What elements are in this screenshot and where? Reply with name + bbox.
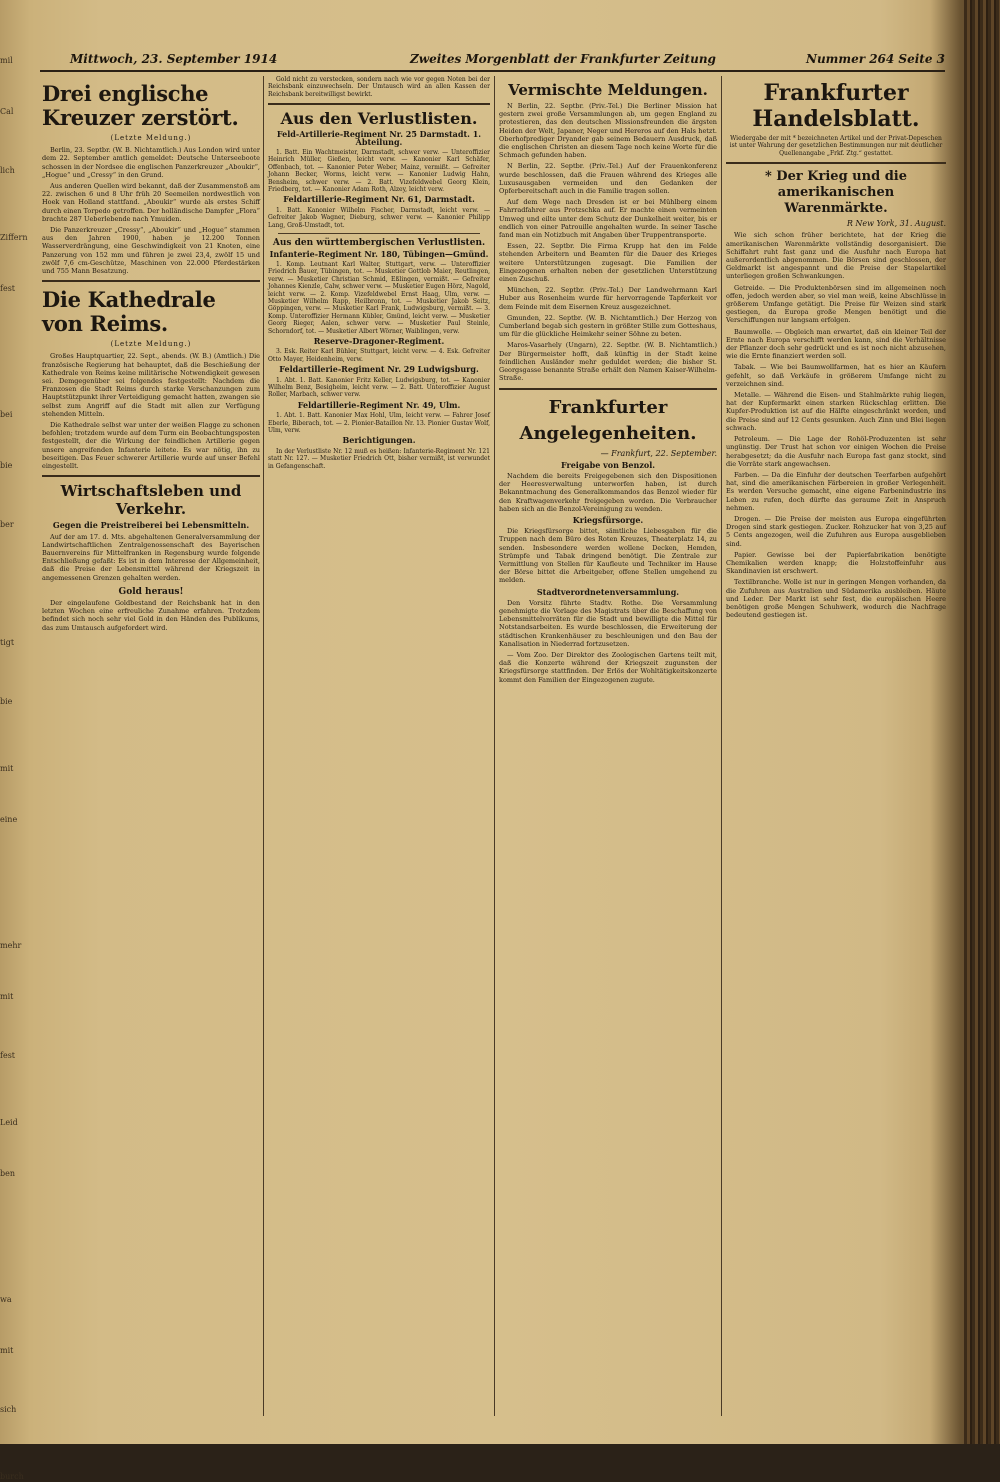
adjacent-page-fragment: mil <box>0 56 13 65</box>
markets-dyes: Farben. — Da die Einfuhr der deutschen Teerfarben aufgehört hat, sind die amerikanischen Färbereien in großer Verlegenheit. Es werden Versuche gemacht, eine eigene Farbenindustrie ins Leben zu rufen, doch dürfte das geraume Zeit in Anspruch nehmen. <box>726 470 946 512</box>
adjacent-page-fragment: Leid <box>0 1118 18 1127</box>
adjacent-page-fragment: ber <box>0 520 14 529</box>
markets-tobacco: Tabak. — Wie bei Baumwollfarmen, hat es hier an Käufern gefehlt, so daß Verkäufe in größerem Umfange nicht zu verzeichnen sind. <box>726 363 946 388</box>
article-city-council: Den Vorsitz führte Stadtv. Rothe. Die Versammlung genehmigte die Vorlage des Magistrats über die Beschaffung von Lebensmittelvorräten für die Stadt und bewilligte die Mittel für Notstandsarbeiten. Es wurde beschlossen, die Erweiterung der städtischen Krankenhäuser zu beschleunigen und den Bau der Kanalisation in Niederrad fortzusetzen. <box>499 598 717 648</box>
subheadline-gold: Gold heraus! <box>118 586 184 597</box>
report-berlin-mission: N Berlin, 22. Septbr. (Priv.-Tel.) Die Berliner Mission hat gestern zwei große Versammlungen ab, um gegen England zu protestieren, das den deutschen Missionsfreunden die ärgsten Heiden der Welt, Japaner, Neger und Hereros auf den Hals hetzt. Oberhofprediger Dryander gab seinem Bedauern Ausdruck, daß die englischen Christen an diesem Tage noch keine Worte für die Schmach gefunden haben. <box>499 102 717 160</box>
divider <box>268 103 490 105</box>
article-cruisers-p3: Die Panzerkreuzer „Cressy“, „Aboukir“ und „Hogue“ stammen aus den Jahren 1900, haben je 12.200 Tonnen Wasserverdrängung, eine Geschwindigkeit von 21 Knoten, eine Panzerung von 152 mm und führen je zwei 23,4, zwölf 15 und zwölf 7,6 cm-Geschütze, Maschinen von 22.000 Pferdestärken und 755 Mann Besatzung. <box>42 226 260 276</box>
adjacent-page-fragment: mit <box>0 764 14 773</box>
divider <box>499 388 717 390</box>
report-spy: Auf dem Wege nach Dresden ist er bei Mühlberg einem Fahrradfahrer aus Protzschka auf. Er machte einen vermeinten Umweg und eilte unter dem Schutz der Dunkelheit weiter, bis er endlich von einer Patrouille angehalten wurde. In seiner Tasche fand man ein Notizbuch mit Angaben über Truppentransporte. <box>499 198 717 240</box>
headline-misc-reports: Vermischte Meldungen. <box>508 81 708 99</box>
markets-intro: Wie sich schon früher berichtete, hat der Krieg die amerikanischen Warenmärkte vollständig desorganisiert. Die Schiffahrt ruht fast ganz und die Ausfuhr nach Europa hat außerordentlich abgenommen. Die Börsen sind geschlossen, der Geldmarkt ist angespannt und die Preise der Stapelartikel unterliegen großen Schwankungen. <box>726 231 946 281</box>
adjacent-page-fragment: Ziffern <box>0 233 28 242</box>
article-reims-p2: Die Kathedrale selbst war unter der weißen Flagge zu schonen befohlen; trotzdem wurde auf dem Turm ein Beobachtungsposten festgestellt, der die Wirkung der feindlichen Artillerie gegen unsere angreifenden Infanterie leitete. Es war nötig, ihn zu beseitigen. Das Feuer schwerer Artillerie wurde auf unser Befehl eingestellt. <box>42 421 260 471</box>
article-cruisers-lead: Berlin, 23. Septbr. (W. B. Nichtamtlich.) Aus London wird unter dem 22. September amtlich gemeldet: Deutsche Unterseeboote schossen in der Nordsee die englischen Panzerkreuzer „Aboukir“, „Hogue“ und „Cressy“ in den Grund. <box>42 146 260 179</box>
headline-cruisers: Drei englische Kreuzer zerstört. <box>42 81 239 130</box>
regiment-heading: Reserve-Dragoner-Regiment. <box>313 335 445 346</box>
adjacent-page-edge <box>0 55 30 1481</box>
dateline-new-york: R New York, 31. August. <box>846 219 946 229</box>
subheadline-war-welfare: Kriegsfürsorge. <box>572 514 644 525</box>
book-binding <box>964 0 1000 1444</box>
subline-last-report-1: (Letzte Meldung.) <box>110 134 192 142</box>
article-war-welfare: Die Kriegsfürsorge bittet, sämtliche Liebesgaben für die Truppen nach dem Büro des Roten Kreuzes, Theaterplatz 14, zu senden. Insbesondere werden wollene Decken, Hemden, Strümpfe und Tabak dringend benötigt. Die Zentrale zur Vermittlung von Stellen für Kaufleute und Techniker im Hause der Börse bittet die Arbeitgeber, offene Stellen umgehend zu melden. <box>499 527 717 585</box>
casualty-list: 3. Esk. Reiter Karl Bühler, Stuttgart, leicht verw. — 4. Esk. Gefreiter Otto Mayer, Heidenheim, verw. <box>268 348 490 363</box>
markets-paper: Papier. Gewisse bei der Papierfabrikation benötigte Chemikalien werden knapp; die Holzstoffeinfuhr aus Skandinavien ist erschwert. <box>726 550 946 576</box>
markets-drugs-sugar: Drogen. — Die Preise der meisten aus Europa eingeführten Drogen sind stark gestiegen. Zucker. Rohzucker hat von 3,25 auf 5 Cents angezogen, weil die Zufuhren aus Europa ausgeblieben sind. <box>726 514 946 548</box>
article-price-gouging: Auf der am 17. d. Mts. abgehaltenen Generalversammlung der Landwirtschaftlichen Zentralgenossenschaft des Bayerischen Bauernvereins für Mittelfranken in Regensburg wurde folgende Entschließung gefaßt: Es ist in dem Interesse der Allgemeinheit, daß die Preise der Lebensmittel während der Kriegszeit in angemessenen Grenzen gehalten werden. <box>42 532 260 582</box>
column-rule <box>263 76 264 1416</box>
adjacent-page-fragment <box>0 873 30 884</box>
subheadline-benzol: Freigabe von Benzol. <box>560 459 656 470</box>
headline-commerce-section: Frankfurter Handelsblatt. <box>752 80 920 132</box>
subline-last-report-2: (Letzte Meldung.) <box>110 340 192 349</box>
casualty-list: 1. Komp. Leutnant Karl Walter, Stuttgart, verw. — Unteroffizier Friedrich Bauer, Tübingen, tot. — Musketier Gottlob Maier, Reutlingen, verw. — Musketier Christian Schmid, Eßlingen, vermißt. — Gefreiter Johannes Kienzle, Calw, schwer verw. — Musketier Eugen Hörz, Nagold, leicht verw. — 2. Komp. Vizefeldwebel Ernst Haag, Ulm, verw. — Musketier Wilhelm Rapp, Heilbronn, tot. — Musketier Jakob Seitz, Göppingen, verw. — Musketier Karl Frank, Ludwigsburg, vermißt. — 3. Komp. Unteroffizier Hermann Kübler, Gmünd, leicht verw. — Musketier Georg Rieger, Aalen, schwer verw. — Musketier Paul Steinle, Schorndorf, tot. — Musketier Albert Wörner, Waiblingen, verw. <box>268 260 490 335</box>
column-3 <box>499 76 717 1416</box>
corrections-text: In der Verlustliste Nr. 12 muß es heißen: Infanterie-Regiment Nr. 121 statt Nr. 127. — Musketier Friedrich Ott, bisher vermißt, ist verwundet in Gefangenschaft. <box>268 447 490 470</box>
column-rule <box>721 76 722 1416</box>
divider <box>42 280 260 282</box>
regiment-heading: Feldartillerie-Regiment Nr. 29 Ludwigsburg. <box>279 364 479 375</box>
column-2 <box>268 76 490 1416</box>
headline-frankfurt-affairs: Frankfurter Angelegenheiten. <box>519 396 697 444</box>
adjacent-page-fragment <box>0 586 30 597</box>
adjacent-page-fragment <box>0 1227 30 1238</box>
adjacent-page-fragment: fest <box>0 1051 16 1060</box>
header-edition: Zweites Morgenblatt der Frankfurter Zeitung <box>410 52 716 66</box>
header-rule <box>40 70 945 72</box>
report-berlin-women: N Berlin, 22. Septbr. (Priv.-Tel.) Auf der Frauenkonferenz wurde beschlossen, daß die Frauen während des Krieges alle Luxusausgaben vermeiden und den Gedanken der Opferbereitschaft auch in die Familie tragen sollen. <box>499 162 717 196</box>
markets-grain: Getreide. — Die Produktenbörsen sind im allgemeinen noch offen, jedoch werden aber, so viel man weiß, keine Abschlüsse in größerem Umfange getätigt. Die Preise für Weizen sind stark gestiegen, da Europa große Mengen benötigt und die Verschiffungen nur langsam erfolgen. <box>726 283 946 325</box>
adjacent-page-fragment: bie <box>0 461 13 470</box>
report-gmunden: Gmunden, 22. Septbr. (W. B. Nichtamtlich.) Der Herzog von Cumberland begab sich gestern in größter Stille zum Gotteshaus, um für die glückliche Heimkehr seiner Söhne zu beten. <box>499 313 717 339</box>
casualty-list: 1. Batt. Kanonier Wilhelm Fischer, Darmstadt, leicht verw. — Gefreiter Jakob Wagner, Dieburg, schwer verw. — Kanonier Philipp Lang, Groß-Umstadt, tot. <box>268 206 490 229</box>
markets-petroleum: Petroleum. — Die Lage der Rohöl-Produzenten ist sehr ungünstig. Der Trust hat schon vor einigen Wochen die Preise herabgesetzt; da die Ausfuhr nach Europa fast ganz stockt, sind die Vorräte stark angewachsen. <box>726 435 946 468</box>
adjacent-page-fragment: bie <box>0 697 13 706</box>
headline-economy: Wirtschaftsleben und Verkehr. <box>60 482 242 519</box>
regiment-heading: Feldartillerie-Regiment Nr. 49, Ulm. <box>297 399 461 410</box>
adjacent-page-fragment: burch <box>0 1472 24 1481</box>
header-page-number: Nummer 264 Seite 3 <box>805 52 945 66</box>
corrections-heading: Berichtigungen. <box>342 435 416 446</box>
adjacent-page-fragment: eine <box>0 815 18 824</box>
adjacent-page-fragment: ben <box>0 1169 16 1178</box>
divider <box>726 162 946 164</box>
article-gold: Der eingelaufene Goldbestand der Reichsbank hat in den letzten Wochen eine erfreuliche Zunahme erfahren. Trotzdem befindet sich noch sehr viel Gold in den Händen des Publikums, das zum Umtausch aufgefordert wird. <box>42 598 260 632</box>
column-rule <box>494 76 495 1416</box>
headline-american-markets: * Der Krieg und die amerikanischen Warenmärkte. <box>764 169 908 217</box>
adjacent-page-fragment: bei <box>0 410 13 419</box>
reprint-notice: Wiedergabe der mit * bezeichneten Artikel und der Privat-Depeschen ist unter Wahrung der gesetzlichen Bestimmungen nur mit deutlicher Quellenangabe „Frkf. Ztg.“ gestattet. <box>729 135 943 157</box>
article-reims-lead: Großes Hauptquartier, 22. Sept., abends. (W. B.) (Amtlich.) Die französische Regierung hat behauptet, daß die Beschießung der Kathedrale von Reims keine militärische Notwendigkeit gewesen sei. Demgegenüber sei folgendes festgestellt: Nachdem die Franzosen die Stadt Reims durch starke Verschanzungen zum Hauptstützpunkt ihrer Verteidigung gemacht hatten, zwangen sie selbst zum Angriff auf die Stadt mit allen zur Verfügung stehenden Mitteln. <box>42 352 260 418</box>
article-zoo: — Vom Zoo. Der Direktor des Zoologischen Gartens teilt mit, daß die Konzerte während der Kriegszeit zugunsten der Kriegsfürsorge stattfinden. Der Erlös der Wohltätigkeitskonzerte kommt den Familien der Eingezogenen zugute. <box>499 650 717 684</box>
article-cruisers-p2: Aus anderen Quellen wird bekannt, daß der Zusammenstoß am 22. zwischen 6 und 8 Uhr früh 20 Seemeilen nordwestlich von Hoek van Holland stattfand. „Aboukir“ wurde als erstes Schiff durch einen Torpedo getroffen. Der holländische Dampfer „Flora“ brachte 287 Ueberlebende nach Ymuiden. <box>42 182 260 223</box>
subheadline-city-council: Stadtverordnetenversammlung. <box>536 586 680 597</box>
markets-cotton: Baumwolle. — Obgleich man erwartet, daß ein kleiner Teil der Ernte nach Europa verschifft werden kann, sind die Verhältnisse der Pflanzer doch sehr gedrückt und es ist noch nicht abzusehen, wie die Ernte finanziert werden soll. <box>726 327 946 361</box>
subheadline-wuerttemberg: Aus den württembergischen Verlustlisten. <box>272 238 486 249</box>
report-essen-krupp: Essen, 22. Septbr. Die Firma Krupp hat den im Felde stehenden Arbeitern und Beamten für die Dauer des Krieges weitere Unterstützungen zugesagt. Die Familien der Eingezogenen erhalten neben der gesetzlichen Unterstützung einen Zuschuß. <box>499 242 717 284</box>
column-4 <box>726 76 946 1416</box>
adjacent-page-fragment: lich <box>0 166 15 175</box>
report-maros-vasarhely: Maros-Vasarhely (Ungarn), 22. Septbr. (W. B. Nichtamtlich.) Der Bürgermeister hofft, daß künftig in der Stadt keine feindlichen Ausländer mehr geduldet werden; die bisher St. Georgsgasse benannte Straße erhält den Namen Kaiser-Wilhelm-Straße. <box>499 341 717 383</box>
casualty-list: 1. Batt. Ein Wachtmeister, Darmstadt, schwer verw. — Unteroffizier Heinrich Müller, Gießen, leicht verw. — Kanonier Karl Schäfer, Offenbach, tot. — Kanonier Peter Weber, Mainz, vermißt. — Gefreiter Johann Becker, Worms, leicht verw. — Kanonier Ludwig Hahn, Bensheim, schwer verw. — 2. Batt. Vizefeldwebel Georg Klein, Friedberg, tot. — Kanonier Adam Roth, Alzey, leicht verw. <box>268 149 490 194</box>
adjacent-page-fragment: mit <box>0 1346 14 1355</box>
casualty-list: 1. Abt. 1. Batt. Kanonier Max Hohl, Ulm, leicht verw. — Fahrer Josef Eberle, Biberach, tot. — 2. Pionier-Bataillon Nr. 13. Pionier Gustav Wolf, Ulm, verw. <box>268 412 490 435</box>
headline-reims: Die Kathedrale von Reims. <box>42 287 216 337</box>
header-date: Mittwoch, 23. September 1914 <box>70 52 278 66</box>
adjacent-page-fragment: Cal <box>0 107 14 116</box>
adjacent-page-fragment: wa <box>0 1295 12 1304</box>
regiment-heading: Feld-Artillerie-Regiment Nr. 25 Darmstadt. 1. Abteilung. <box>276 129 482 147</box>
adjacent-page-fragment: mit <box>0 992 14 1001</box>
adjacent-page-fragment: mehr <box>0 941 22 950</box>
subheadline-price-gouging: Gegen die Preistreiberei bei Lebensmitteln. <box>52 520 250 531</box>
dateline-frankfurt: — Frankfurt, 22. September. <box>600 448 717 458</box>
article-gold-continued: Gold nicht zu verstecken, sondern nach wie vor gegen Noten bei der Reichsbank einzuwechseln. Der Umtausch wird an allen Kassen der Reichsbank bereitwilligst bewirkt. <box>268 76 490 98</box>
adjacent-page-fragment: tigt <box>0 638 15 647</box>
adjacent-page-fragment: fest <box>0 284 16 293</box>
regiment-heading: Infanterie-Regiment Nr. 180, Tübingen—Gmünd. <box>269 248 489 259</box>
article-benzol: Nachdem die bereits Freigegebenen sich den Dispositionen der Heeresverwaltung unterworfen haben, ist durch Bekanntmachung des Generalkommandos das Benzol wieder für den Kraftwagenverkehr freigegeben worden. Die Verbraucher haben sich an die Benzol-Vereinigung zu wenden. <box>499 471 717 513</box>
adjacent-page-fragment: sich <box>0 1405 17 1414</box>
casualty-list: 1. Abt. 1. Batt. Kanonier Fritz Keller, Ludwigsburg, tot. — Kanonier Wilhelm Benz, Besigheim, leicht verw. — 2. Batt. Unteroffizier August Roller, Marbach, schwer verw. <box>268 376 490 399</box>
markets-metals: Metalle. — Während die Eisen- und Stahlmärkte ruhig liegen, hat der Kupfermarkt einen starken Rückschlag erlitten. Die Kupfer-Produktion ist auf die Hälfte eingeschränkt worden, und die Preise sind auf 12 Cents gesunken. Auch Zinn und Blei liegen schwach. <box>726 391 946 432</box>
markets-textiles-leather: Textilbranche. Wolle ist nur in geringen Mengen vorhanden, da die Zufuhren aus Australien und Südamerika ausbleiben. Häute und Leder. Der Markt ist sehr fest, die europäischen Heere benötigen große Mengen Schuhwerk, wodurch die Nachfrage bedeutend gestiegen ist. <box>726 578 946 620</box>
report-munich: München, 22. Septbr. (Priv.-Tel.) Der Landwehrmann Karl Huber aus Rosenheim wurde für hervorragende Tapferkeit vor dem Feinde mit dem Eisernen Kreuz ausgezeichnet. <box>499 286 717 311</box>
regiment-heading: Feldartillerie-Regiment Nr. 61, Darmstadt. <box>283 194 475 205</box>
divider <box>278 233 480 234</box>
page-header <box>40 52 945 70</box>
column-1 <box>42 76 260 1416</box>
headline-casualty-lists: Aus den Verlustlisten. <box>280 109 478 129</box>
divider <box>42 475 260 477</box>
adjacent-page-fragment <box>0 342 30 353</box>
